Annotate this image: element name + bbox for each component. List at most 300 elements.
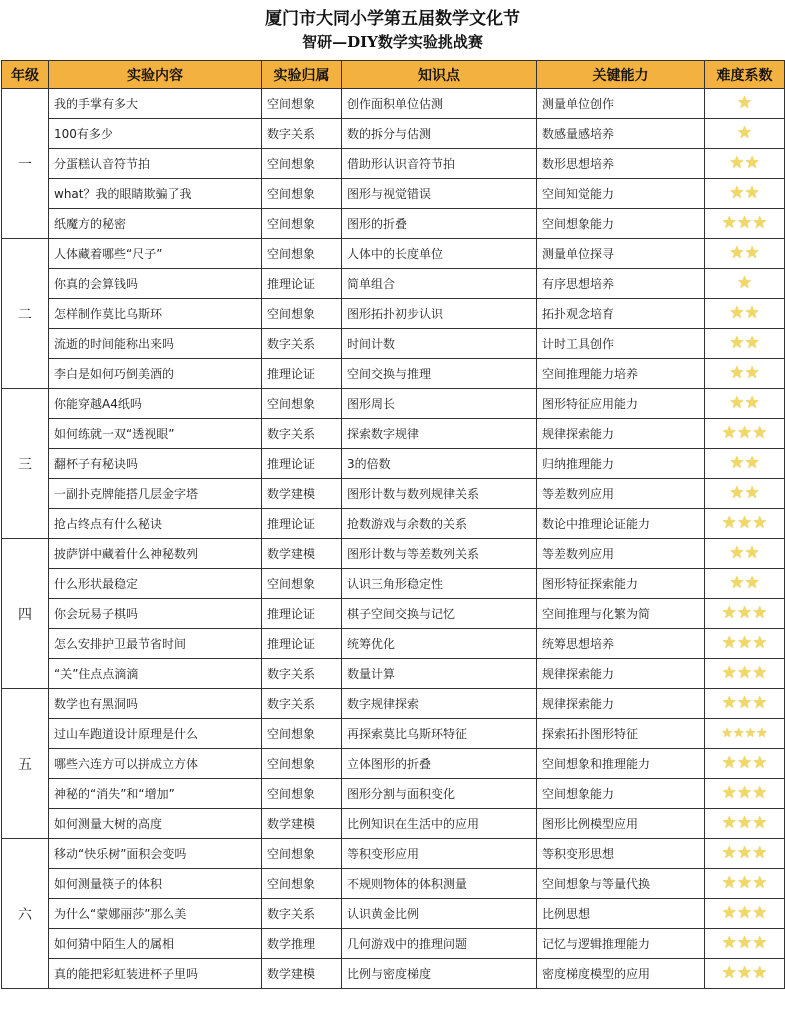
table-row	[2, 179, 785, 209]
difficulty-stars	[721, 513, 768, 533]
difficulty-cell	[705, 149, 785, 179]
star-icon: ★	[752, 693, 768, 713]
category-cell: 数学建模	[262, 539, 342, 569]
table-row	[2, 689, 785, 719]
content-cell: 神秘的“消失”和“增加”	[49, 779, 262, 809]
category-cell: 数字关系	[262, 689, 342, 719]
difficulty-stars	[721, 633, 768, 653]
content-cell: 100有多少	[49, 119, 262, 149]
ability-cell: 规律探索能力	[537, 659, 705, 689]
knowledge-cell: 数量计算	[342, 659, 537, 689]
category-cell: 推理论证	[262, 269, 342, 299]
header-ability: 关键能力	[537, 61, 705, 89]
star-icon: ★	[752, 663, 768, 683]
star-icon: ★	[736, 273, 753, 293]
header-category: 实验归属	[262, 61, 342, 89]
category-cell: 空间想象	[262, 779, 342, 809]
difficulty-stars	[721, 933, 768, 953]
category-cell: 空间想象	[262, 209, 342, 239]
knowledge-cell: 空间交换与推理	[342, 359, 537, 389]
star-icon: ★	[721, 726, 733, 741]
difficulty-stars	[721, 903, 768, 923]
difficulty-cell	[705, 389, 785, 419]
star-icon: ★	[721, 933, 737, 953]
difficulty-stars	[736, 273, 753, 293]
ability-cell: 记忆与逻辑推理能力	[537, 929, 705, 959]
difficulty-stars	[721, 873, 768, 893]
star-icon: ★	[744, 543, 760, 563]
content-cell: 什么形状最稳定	[49, 569, 262, 599]
ability-cell: 空间推理能力培养	[537, 359, 705, 389]
knowledge-cell: 图形分割与面积变化	[342, 779, 537, 809]
star-icon: ★	[729, 543, 745, 563]
difficulty-cell	[705, 179, 785, 209]
category-cell: 空间想象	[262, 569, 342, 599]
star-icon: ★	[756, 726, 768, 741]
category-cell: 空间想象	[262, 299, 342, 329]
star-icon: ★	[729, 453, 745, 473]
star-icon: ★	[736, 603, 753, 623]
category-cell: 数字关系	[262, 899, 342, 929]
knowledge-cell: 立体图形的折叠	[342, 749, 537, 779]
difficulty-cell	[705, 89, 785, 119]
ability-cell: 空间想象能力	[537, 209, 705, 239]
star-icon: ★	[744, 363, 760, 383]
ability-cell: 数形思想培养	[537, 149, 705, 179]
ability-cell: 测量单位创作	[537, 89, 705, 119]
star-icon: ★	[736, 513, 753, 533]
knowledge-cell: 人体中的长度单位	[342, 239, 537, 269]
table-row	[2, 839, 785, 869]
knowledge-cell: 图形拓扑初步认识	[342, 299, 537, 329]
table-row	[2, 359, 785, 389]
category-cell: 空间想象	[262, 869, 342, 899]
star-icon: ★	[736, 93, 753, 113]
difficulty-cell	[705, 269, 785, 299]
table-row	[2, 779, 785, 809]
category-cell: 数字关系	[262, 419, 342, 449]
knowledge-cell: 数字规律探索	[342, 689, 537, 719]
star-icon: ★	[736, 693, 753, 713]
table-row	[2, 89, 785, 119]
knowledge-cell: 图形周长	[342, 389, 537, 419]
header-row	[2, 61, 785, 89]
ability-cell: 等积变形思想	[537, 839, 705, 869]
table-row	[2, 509, 785, 539]
knowledge-cell: 认识三角形稳定性	[342, 569, 537, 599]
difficulty-cell	[705, 629, 785, 659]
difficulty-stars	[729, 303, 760, 323]
star-icon: ★	[721, 903, 737, 923]
difficulty-cell	[705, 659, 785, 689]
grade-cell: 六	[2, 839, 49, 989]
difficulty-cell	[705, 449, 785, 479]
star-icon: ★	[721, 513, 737, 533]
star-icon: ★	[721, 603, 737, 623]
category-cell: 数学建模	[262, 479, 342, 509]
difficulty-stars	[729, 243, 760, 263]
table-row	[2, 659, 785, 689]
content-cell: what？我的眼睛欺骗了我	[49, 179, 262, 209]
star-icon: ★	[729, 303, 745, 323]
ability-cell: 图形比例模型应用	[537, 809, 705, 839]
content-cell: 流逝的时间能称出来吗	[49, 329, 262, 359]
category-cell: 空间想象	[262, 719, 342, 749]
table-row	[2, 479, 785, 509]
difficulty-cell	[705, 719, 785, 749]
table-row	[2, 539, 785, 569]
table-row	[2, 449, 785, 479]
ability-cell: 统筹思想培养	[537, 629, 705, 659]
table-row	[2, 719, 785, 749]
table-row	[2, 299, 785, 329]
star-icon: ★	[736, 873, 753, 893]
table-row	[2, 329, 785, 359]
difficulty-stars	[721, 603, 768, 623]
category-cell: 数学推理	[262, 929, 342, 959]
category-cell: 推理论证	[262, 599, 342, 629]
content-cell: 如何猜中陌生人的属相	[49, 929, 262, 959]
table-row	[2, 959, 785, 989]
difficulty-cell	[705, 839, 785, 869]
star-icon: ★	[729, 483, 745, 503]
ability-cell: 数论中推理论证能力	[537, 509, 705, 539]
content-cell: 抢占终点有什么秘诀	[49, 509, 262, 539]
category-cell: 推理论证	[262, 359, 342, 389]
table-row	[2, 569, 785, 599]
star-icon: ★	[752, 843, 768, 863]
header-grade: 年级	[2, 61, 49, 89]
knowledge-cell: 再探索莫比乌斯环特征	[342, 719, 537, 749]
knowledge-cell: 统筹优化	[342, 629, 537, 659]
star-icon: ★	[752, 633, 768, 653]
star-icon: ★	[752, 933, 768, 953]
content-cell: 你真的会算钱吗	[49, 269, 262, 299]
content-cell: 纸魔方的秘密	[49, 209, 262, 239]
knowledge-cell: 图形计数与数列规律关系	[342, 479, 537, 509]
ability-cell: 空间想象和推理能力	[537, 749, 705, 779]
difficulty-cell	[705, 809, 785, 839]
category-cell: 推理论证	[262, 509, 342, 539]
title-main: 厦门市大同小学第五届数学文化节	[265, 9, 520, 29]
ability-cell: 拓扑观念培育	[537, 299, 705, 329]
table-row	[2, 929, 785, 959]
difficulty-stars	[729, 483, 760, 503]
content-cell: 如何测量大树的高度	[49, 809, 262, 839]
difficulty-cell	[705, 239, 785, 269]
ability-cell: 密度梯度模型的应用	[537, 959, 705, 989]
star-icon: ★	[721, 693, 737, 713]
content-cell: 为什么“蒙娜丽莎”那么美	[49, 899, 262, 929]
difficulty-cell	[705, 119, 785, 149]
ability-cell: 归纳推理能力	[537, 449, 705, 479]
ability-cell: 空间推理与化繁为简	[537, 599, 705, 629]
ability-cell: 图形特征探索能力	[537, 569, 705, 599]
content-cell: 过山车跑道设计原理是什么	[49, 719, 262, 749]
star-icon: ★	[721, 213, 737, 233]
header-content: 实验内容	[49, 61, 262, 89]
star-icon: ★	[744, 393, 760, 413]
star-icon: ★	[744, 153, 760, 173]
category-cell: 空间想象	[262, 839, 342, 869]
header-knowledge: 知识点	[342, 61, 537, 89]
content-cell: 你能穿越A4纸吗	[49, 389, 262, 419]
star-icon: ★	[729, 393, 745, 413]
star-icon: ★	[736, 813, 753, 833]
ability-cell: 比例思想	[537, 899, 705, 929]
table-row	[2, 899, 785, 929]
header-difficulty: 难度系数	[705, 61, 785, 89]
content-cell: 人体藏着哪些“尺子”	[49, 239, 262, 269]
star-icon: ★	[744, 183, 760, 203]
star-icon: ★	[736, 123, 753, 143]
ability-cell: 空间想象与等量代换	[537, 869, 705, 899]
difficulty-stars	[721, 963, 768, 983]
star-icon: ★	[752, 873, 768, 893]
knowledge-cell: 几何游戏中的推理问题	[342, 929, 537, 959]
star-icon: ★	[736, 783, 753, 803]
table-row	[2, 749, 785, 779]
category-cell: 推理论证	[262, 629, 342, 659]
star-icon: ★	[736, 963, 753, 983]
ability-cell: 空间知觉能力	[537, 179, 705, 209]
difficulty-cell	[705, 209, 785, 239]
star-icon: ★	[721, 813, 737, 833]
ability-cell: 测量单位探寻	[537, 239, 705, 269]
knowledge-cell: 时间计数	[342, 329, 537, 359]
content-cell: 真的能把彩虹装进杯子里吗	[49, 959, 262, 989]
ability-cell: 探索拓扑图形特征	[537, 719, 705, 749]
star-icon: ★	[736, 903, 753, 923]
difficulty-stars	[721, 693, 768, 713]
difficulty-cell	[705, 569, 785, 599]
difficulty-cell	[705, 749, 785, 779]
knowledge-cell: 棋子空间交换与记忆	[342, 599, 537, 629]
table-row	[2, 119, 785, 149]
category-cell: 数学建模	[262, 809, 342, 839]
star-icon: ★	[752, 903, 768, 923]
star-icon: ★	[721, 873, 737, 893]
difficulty-stars	[721, 213, 768, 233]
star-icon: ★	[736, 933, 753, 953]
table-row	[2, 209, 785, 239]
star-icon: ★	[744, 333, 760, 353]
difficulty-stars	[721, 423, 768, 443]
table-row	[2, 239, 785, 269]
difficulty-stars	[721, 783, 768, 803]
title-sub: 智研—DIY数学实验挑战赛	[302, 33, 483, 51]
difficulty-cell	[705, 539, 785, 569]
knowledge-cell: 简单组合	[342, 269, 537, 299]
knowledge-cell: 不规则物体的体积测量	[342, 869, 537, 899]
grade-cell: 三	[2, 389, 49, 539]
knowledge-cell: 图形计数与等差数列关系	[342, 539, 537, 569]
difficulty-cell	[705, 959, 785, 989]
difficulty-cell	[705, 689, 785, 719]
category-cell: 空间想象	[262, 149, 342, 179]
knowledge-cell: 比例与密度梯度	[342, 959, 537, 989]
category-cell: 数字关系	[262, 329, 342, 359]
content-cell: 如何练就一双“透视眼”	[49, 419, 262, 449]
content-cell: 披萨饼中藏着什么神秘数列	[49, 539, 262, 569]
star-icon: ★	[744, 726, 757, 741]
star-icon: ★	[752, 603, 768, 623]
content-cell: 一副扑克牌能搭几层金字塔	[49, 479, 262, 509]
difficulty-stars	[729, 363, 760, 383]
star-icon: ★	[721, 843, 737, 863]
knowledge-cell: 创作面积单位估测	[342, 89, 537, 119]
knowledge-cell: 等积变形应用	[342, 839, 537, 869]
knowledge-cell: 图形与视觉错误	[342, 179, 537, 209]
category-cell: 空间想象	[262, 389, 342, 419]
star-icon: ★	[721, 663, 737, 683]
knowledge-cell: 数的拆分与估测	[342, 119, 537, 149]
difficulty-stars	[729, 333, 760, 353]
star-icon: ★	[732, 726, 745, 741]
grade-cell: 二	[2, 239, 49, 389]
difficulty-stars	[736, 93, 753, 113]
difficulty-cell	[705, 479, 785, 509]
knowledge-cell: 借助形认识音符节拍	[342, 149, 537, 179]
star-icon: ★	[736, 753, 753, 773]
difficulty-stars	[721, 843, 768, 863]
difficulty-stars	[729, 393, 760, 413]
star-icon: ★	[744, 453, 760, 473]
difficulty-cell	[705, 329, 785, 359]
star-icon: ★	[729, 183, 745, 203]
star-icon: ★	[736, 843, 753, 863]
difficulty-stars	[721, 753, 768, 773]
content-cell: 我的手掌有多大	[49, 89, 262, 119]
knowledge-cell: 图形的折叠	[342, 209, 537, 239]
category-cell: 数字关系	[262, 119, 342, 149]
category-cell: 空间想象	[262, 179, 342, 209]
difficulty-cell	[705, 899, 785, 929]
star-icon: ★	[729, 243, 745, 263]
difficulty-cell	[705, 299, 785, 329]
ability-cell: 图形特征应用能力	[537, 389, 705, 419]
category-cell: 推理论证	[262, 449, 342, 479]
star-icon: ★	[752, 783, 768, 803]
grade-cell: 四	[2, 539, 49, 689]
star-icon: ★	[721, 753, 737, 773]
difficulty-cell	[705, 419, 785, 449]
knowledge-cell: 认识黄金比例	[342, 899, 537, 929]
star-icon: ★	[752, 213, 768, 233]
table-row	[2, 389, 785, 419]
category-cell: 数学建模	[262, 959, 342, 989]
experiment-table	[1, 60, 785, 989]
table-row	[2, 269, 785, 299]
content-cell: 哪些六连方可以拼成立方体	[49, 749, 262, 779]
ability-cell: 等差数列应用	[537, 479, 705, 509]
knowledge-cell: 比例知识在生活中的应用	[342, 809, 537, 839]
star-icon: ★	[736, 213, 753, 233]
document-title	[0, 0, 785, 60]
grade-cell: 一	[2, 89, 49, 239]
table-row	[2, 149, 785, 179]
content-cell: 如何测量筷子的体积	[49, 869, 262, 899]
star-icon: ★	[729, 333, 745, 353]
content-cell: 数学也有黑洞吗	[49, 689, 262, 719]
difficulty-stars	[721, 663, 768, 683]
grade-cell: 五	[2, 689, 49, 839]
star-icon: ★	[721, 633, 737, 653]
content-cell: 怎么安排护卫最节省时间	[49, 629, 262, 659]
difficulty-stars	[721, 813, 768, 833]
category-cell: 空间想象	[262, 749, 342, 779]
table-row	[2, 629, 785, 659]
difficulty-stars	[721, 726, 768, 740]
content-cell: 翻杯子有秘诀吗	[49, 449, 262, 479]
difficulty-stars	[729, 543, 760, 563]
star-icon: ★	[752, 423, 768, 443]
ability-cell: 数感量感培养	[537, 119, 705, 149]
star-icon: ★	[729, 363, 745, 383]
star-icon: ★	[736, 423, 753, 443]
content-cell: 李白是如何巧倒美酒的	[49, 359, 262, 389]
ability-cell: 规律探索能力	[537, 689, 705, 719]
content-cell: 怎样制作莫比乌斯环	[49, 299, 262, 329]
difficulty-cell	[705, 599, 785, 629]
difficulty-stars	[729, 153, 760, 173]
content-cell: “关”住点点滴滴	[49, 659, 262, 689]
difficulty-cell	[705, 359, 785, 389]
star-icon: ★	[744, 483, 760, 503]
table-body	[2, 89, 785, 989]
difficulty-stars	[729, 453, 760, 473]
difficulty-cell	[705, 509, 785, 539]
star-icon: ★	[736, 633, 753, 653]
content-cell: 移动“快乐树”面积会变吗	[49, 839, 262, 869]
difficulty-stars	[736, 123, 753, 143]
content-cell: 你会玩易子棋吗	[49, 599, 262, 629]
difficulty-stars	[729, 183, 760, 203]
knowledge-cell: 抢数游戏与余数的关系	[342, 509, 537, 539]
star-icon: ★	[744, 303, 760, 323]
difficulty-cell	[705, 779, 785, 809]
category-cell: 空间想象	[262, 89, 342, 119]
difficulty-cell	[705, 929, 785, 959]
ability-cell: 空间想象能力	[537, 779, 705, 809]
star-icon: ★	[729, 573, 745, 593]
star-icon: ★	[752, 513, 768, 533]
star-icon: ★	[752, 963, 768, 983]
star-icon: ★	[721, 423, 737, 443]
knowledge-cell: 探索数字规律	[342, 419, 537, 449]
star-icon: ★	[752, 753, 768, 773]
star-icon: ★	[744, 573, 760, 593]
star-icon: ★	[721, 783, 737, 803]
category-cell: 数字关系	[262, 659, 342, 689]
star-icon: ★	[752, 813, 768, 833]
difficulty-stars	[729, 573, 760, 593]
star-icon: ★	[736, 663, 753, 683]
star-icon: ★	[729, 153, 745, 173]
ability-cell: 等差数列应用	[537, 539, 705, 569]
table-row	[2, 809, 785, 839]
table-row	[2, 869, 785, 899]
content-cell: 分蛋糕认音符节拍	[49, 149, 262, 179]
difficulty-cell	[705, 869, 785, 899]
ability-cell: 规律探索能力	[537, 419, 705, 449]
knowledge-cell: 3的倍数	[342, 449, 537, 479]
star-icon: ★	[744, 243, 760, 263]
category-cell: 空间想象	[262, 239, 342, 269]
ability-cell: 计时工具创作	[537, 329, 705, 359]
star-icon: ★	[721, 963, 737, 983]
table-row	[2, 419, 785, 449]
